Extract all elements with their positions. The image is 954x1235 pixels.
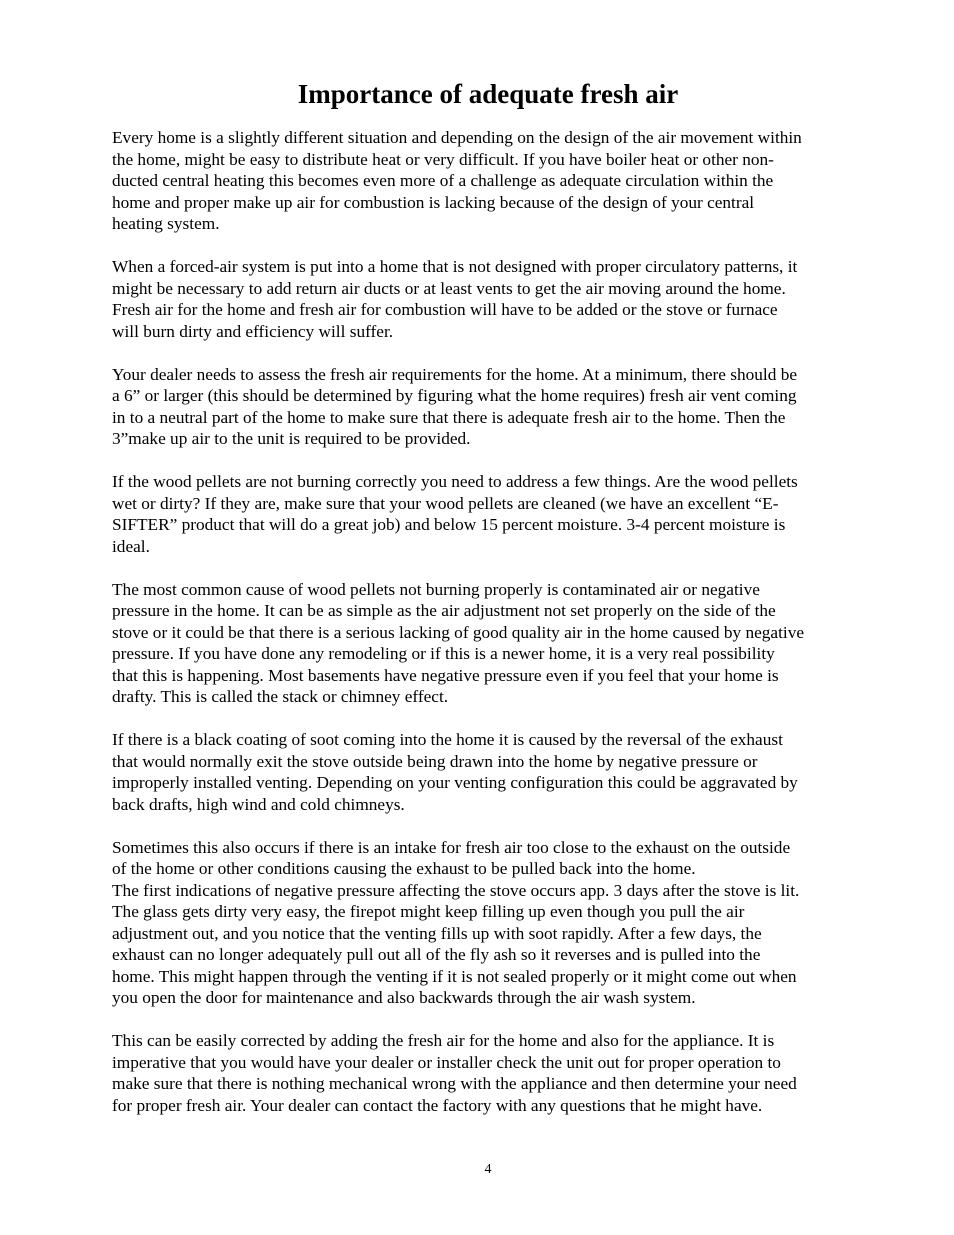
page-title: Importance of adequate fresh air [297, 79, 679, 109]
text-line: you open the door for maintenance and also backwards through the air wash system. [112, 988, 696, 1007]
text-line: home and proper make up air for combustion is lacking because of the design of your central [112, 192, 755, 212]
text-line: for proper fresh air. Your dealer can contact the factory with any questions that he might have. [112, 1095, 763, 1115]
text-line: improperly installed venting. Depending on your venting configuration this could be aggravated by [112, 773, 798, 792]
text-line: 3”make up air to the unit is required to be provided. [112, 429, 471, 448]
text-line: Every home is a slightly different situation and depending on the design of the air movement within [112, 128, 802, 147]
text-line: The most common cause of wood pellets not burning properly is contaminated air or negative [112, 579, 760, 599]
text-line: The glass gets dirty very easy, the firepot might keep filling up even though you pull the air [112, 902, 745, 921]
paragraph [112, 127, 868, 235]
text-line: adjustment out, and you notice that the venting fills up with soot rapidly. After a few days, the [112, 923, 762, 943]
text-line: pressure in the home. It can be as simple as the air adjustment not set properly on the side of the [112, 601, 776, 620]
text-line: back drafts, high wind and cold chimneys. [112, 794, 405, 814]
page-number: 4 [484, 1162, 492, 1177]
paragraph [112, 837, 868, 880]
text-line: ducted central heating this becomes even more of a challenge as adequate circulation within the [112, 171, 774, 190]
text-line: imperative that you would have your dealer or installer check the unit out for proper operation to [112, 1052, 781, 1072]
text-line: the home, might be easy to distribute heat or very difficult. If you have boiler heat or other non- [112, 149, 774, 169]
text-line: a 6” or larger (this should be determined by figuring what the home requires) fresh air vent coming [112, 386, 797, 405]
text-line: drafty. This is called the stack or chimney effect. [112, 687, 449, 706]
text-line: The first indications of negative pressure affecting the stove occurs app. 3 days after the stove is lit. [112, 880, 800, 900]
paragraph [112, 729, 868, 815]
paragraph [112, 471, 868, 557]
paragraph [112, 579, 868, 708]
text-line: in to a neutral part of the home to make sure that there is adequate fresh air to the home. Then the [112, 407, 786, 427]
paragraph [112, 364, 868, 450]
text-line: exhaust can no longer adequately pull out all of the fly ash so it reverses and is pulled into the [112, 945, 761, 964]
text-line: make sure that there is nothing mechanical wrong with the appliance and then determine your need [112, 1074, 797, 1093]
paragraph [112, 256, 868, 342]
text-line: Your dealer needs to assess the fresh air requirements for the home. At a minimum, there should be [112, 364, 798, 384]
text-line: that this is happening. Most basements have negative pressure even if you feel that your home is [112, 665, 779, 685]
text-line: pressure. If you have done any remodeling or if this is a newer home, it is a very real possibility [112, 644, 775, 663]
text-line: of the home or other conditions causing the exhaust to be pulled back into the home. [112, 859, 696, 878]
text-line: When a forced-air system is put into a home that is not designed with proper circulatory patterns, it [112, 257, 798, 276]
text-line: that would normally exit the stove outside being drawn into the home by negative pressure or [112, 751, 758, 771]
text-line: home. This might happen through the venting if it is not sealed properly or it might come out when [112, 966, 797, 986]
text-line: wet or dirty? If they are, make sure that your wood pellets are cleaned (we have an excellent “E- [112, 493, 779, 513]
text-line: If there is a black coating of soot coming into the home it is caused by the reversal of the exhaust [112, 730, 783, 749]
paragraph [112, 880, 868, 1009]
document-body [112, 127, 868, 1138]
text-line: This can be easily corrected by adding the fresh air for the home and also for the appliance. It is [112, 1031, 775, 1050]
text-line: SIFTER” product that will do a great job) and below 15 percent moisture. 3-4 percent moisture is [112, 515, 786, 534]
text-line: heating system. [112, 214, 220, 233]
text-line: will burn dirty and efficiency will suffer. [112, 321, 394, 341]
text-line: ideal. [112, 536, 150, 556]
text-line: Fresh air for the home and fresh air for combustion will have to be added or the stove or furnace [112, 300, 778, 319]
text-line: Sometimes this also occurs if there is an intake for fresh air too close to the exhaust on the outside [112, 837, 791, 857]
text-line: If the wood pellets are not burning correctly you need to address a few things. Are the wood pellets [112, 472, 798, 491]
text-line: stove or it could be that there is a serious lacking of good quality air in the home caused by negative [112, 622, 805, 642]
text-line: might be necessary to add return air ducts or at least vents to get the air moving around the home. [112, 278, 786, 298]
paragraph [112, 1030, 868, 1116]
